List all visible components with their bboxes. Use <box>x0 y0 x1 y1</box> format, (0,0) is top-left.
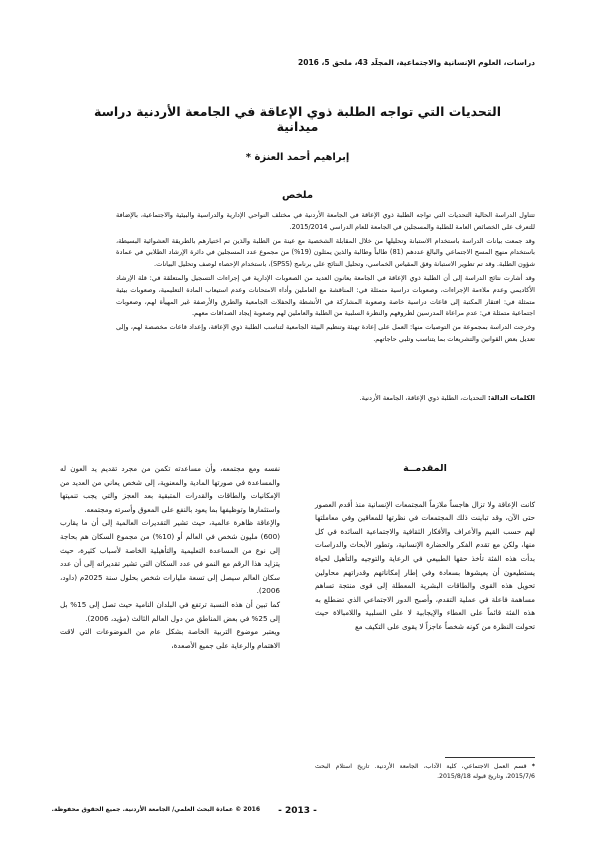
intro-paragraph: كانت الإعاقة ولا تزال هاجساً ملازماً المجتمعات الإنسانية منذ أقدم العصور حتى الآن، وقد تباينت ذلك المجتمعات في نظرتها للمعاقين وفي معاملتها لهم حسب القيم والأعراف والأفكار الثقافية والاجتماعية السائدة في كل منها، ولكن مع تقدم الفكر والحضارة الإنسانية، وتطور الأبحاث والدراسات بدأت هذه الفئة تأخذ حقها الطبيعي في الرعاية والتوجيه والتأهيل لحياة يستطيعون أن يعيشوها بسعادة وفي إطار إمكاناتهم وقدراتهم محاولين تحويل هذه القوى والطاقات البشرية المعطلة إلى قوى منتجة تساهم مساهمة فاعلة في عملية التقدم، وأصبح الدور الاجتماعي الذي تضطلع به هذه الفئة قائماً على العطاء والإيجابية لا على السلبية واللامبالاة حيث تحولت النظرة من كونه شخصاً عاجزاً لا يقوى على التكيف مع <box>315 499 535 631</box>
footnote-text: قسم العمل الاجتماعي، كلية الآداب، الجامعة الأردنية. تاريخ استلام البحث 2015/7/6، وتاريخ قبوله 2015/8/18. <box>315 763 535 780</box>
intro-paragraph: نفسه ومع مجتمعه، وأن مساعدته تكمن من مجرد تقديم يد العون له والمساعدة في صورتها المادية والمعنوية، إلى شخص يعاني من العديد من الإمكانيات والطاقات والقدرات المتبقية بعد العجز والتي يجب تنميتها واستثمارها وتوظيفها بما يعود بالنفع على المعوق وأسرته ومجتمعه. <box>60 464 280 514</box>
keywords-text: التحديات، الطلبة ذوي الإعاقة، الجامعة الأردنية. <box>359 394 486 402</box>
intro-paragraph: ويعتبر موضوع التربية الخاصة بشكل عام من الموضوعات التي لاقت الاهتمام والرعاية على جميع الأصعدة، <box>60 627 280 650</box>
copyright-notice: 2016 © عمادة البحث العلمي/ الجامعة الأردنية. جميع الحقوق محفوظة. <box>51 806 260 813</box>
footnote <box>315 762 535 782</box>
abstract-paragraph: وقد جمعت بيانات الدراسة باستخدام الاستبانة وتحليلها من خلال المقابلة الشخصية مع عينة من الطلبة والذين تم اختيارهم بالطريقة العشوائية البسيطة، باستخدام منهج المسح الاجتماعي والبالغ عددهم (81) طالباً وطالبة والذين يمثلون (19%) من مجموع عدد المسجلين في دائرة الإرشاد الطلابي في عمادة شؤون الطلبة. وقد تم تطوير الاستبانة وفق المقياس الخماسي، وتحليل النتائج على برنامج (SPSS)، باستخدام الإحصاء لوصف وتحليل البيانات. <box>116 236 535 269</box>
abstract-paragraph: وخرجت الدراسة بمجموعة من التوصيات منها: العمل على إعادة تهيئة وتنظيم البيئة الجامعية لتناسب الطلبة ذوي الإعاقة، وإعداد قاعات مخصصة لهم، وإلى تعديل بعض القوانين والتشريعات بما يتناسب وتلبي حاجاتهم. <box>116 323 535 343</box>
footnote-divider <box>445 757 535 758</box>
paper-title: التحديات التي تواجه الطلبة ذوي الإعاقة في الجامعة الأردنية دراسة ميدانية <box>94 104 501 134</box>
keywords <box>116 393 535 404</box>
keywords-label: الكلمات الدالة: <box>488 394 535 402</box>
abstract-paragraph: تتناول الدراسة الحالية التحديات التي تواجه الطلبة ذوي الإعاقة في الجامعة الأردنية في مختلف النواحي الإدارية والدراسية والبيئية والاجتماعية، بالإضافة للتعرف على الخصائص العامة للطلبة والمسجلين في الجامعة للعام الدراسي 2015/2014. <box>116 211 535 231</box>
intro-column-left <box>60 462 280 652</box>
footnote-marker: * <box>531 763 535 770</box>
intro-column-right <box>315 462 535 634</box>
abstract-heading: ملخص <box>281 190 314 201</box>
intro-paragraph: كما تبين أن هذه النسبة ترتفع في البلدان النامية حيث تصل إلى 15% بل إلى 25% في بعض المناطق من دول العالم الثالث (مؤيد، 2006). <box>60 599 280 623</box>
author-name: إبراهيم أحمد العنزة * <box>245 152 350 163</box>
intro-heading: المقدمــة <box>403 463 447 474</box>
running-header: دراسات، العلوم الإنسانية والاجتماعية، المجلّد 43، ملحق 5، 2016 <box>298 58 535 67</box>
page-number: - 2013 - <box>278 806 317 816</box>
intro-paragraph: والإعاقة ظاهرة عالمية، حيث تشير التقديرات العالمية إلى أن ما يقارب (600) مليون شخص في العالم أو (10%) من مجموع السكان هم بحاجة إلى نوع من المساعدة التعليمية والتأهيلية الخاصة لأسباب كثيرة، حيث يتزايد هذا الرقم مع النمو في عدد السكان التي تشير تقديراته إلى أن عدد سكان العالم سيصل إلى تسعة مليارات شخص بحلول سنة 2025م (داود، 2006). <box>60 518 280 596</box>
abstract-paragraph: وقد أشارت نتائج الدراسة إلى أن الطلبة ذوي الإعاقة في الجامعة يعانون العديد من الصعوبات الإدارية في إجراءات التسجيل والمتعلقة في: قلة الإرشاد الأكاديمي وعدم ملاءمة الإجراءات، وصعوبات دراسية متمثلة في: المناقشة مع العاملين وأداء الامتحانات وعدم استيعاب المادة التعليمية، وصعوبات بيئية متمثلة في: افتقار المكتبة إلى قاعات دراسية خاصة وصعوبة المشاركة في الأنشطة والحفلات الجامعية والطرق والأرصفة غير المهيأة لهم، وصعوبات اجتماعية متمثلة في: عدم مراعاة المدرسين لظروفهم والنظرة السلبية من الطلبة والعاملين لهم وصعوبة إيجاد الصداقات معهم. <box>116 273 535 318</box>
abstract-body <box>116 210 535 348</box>
